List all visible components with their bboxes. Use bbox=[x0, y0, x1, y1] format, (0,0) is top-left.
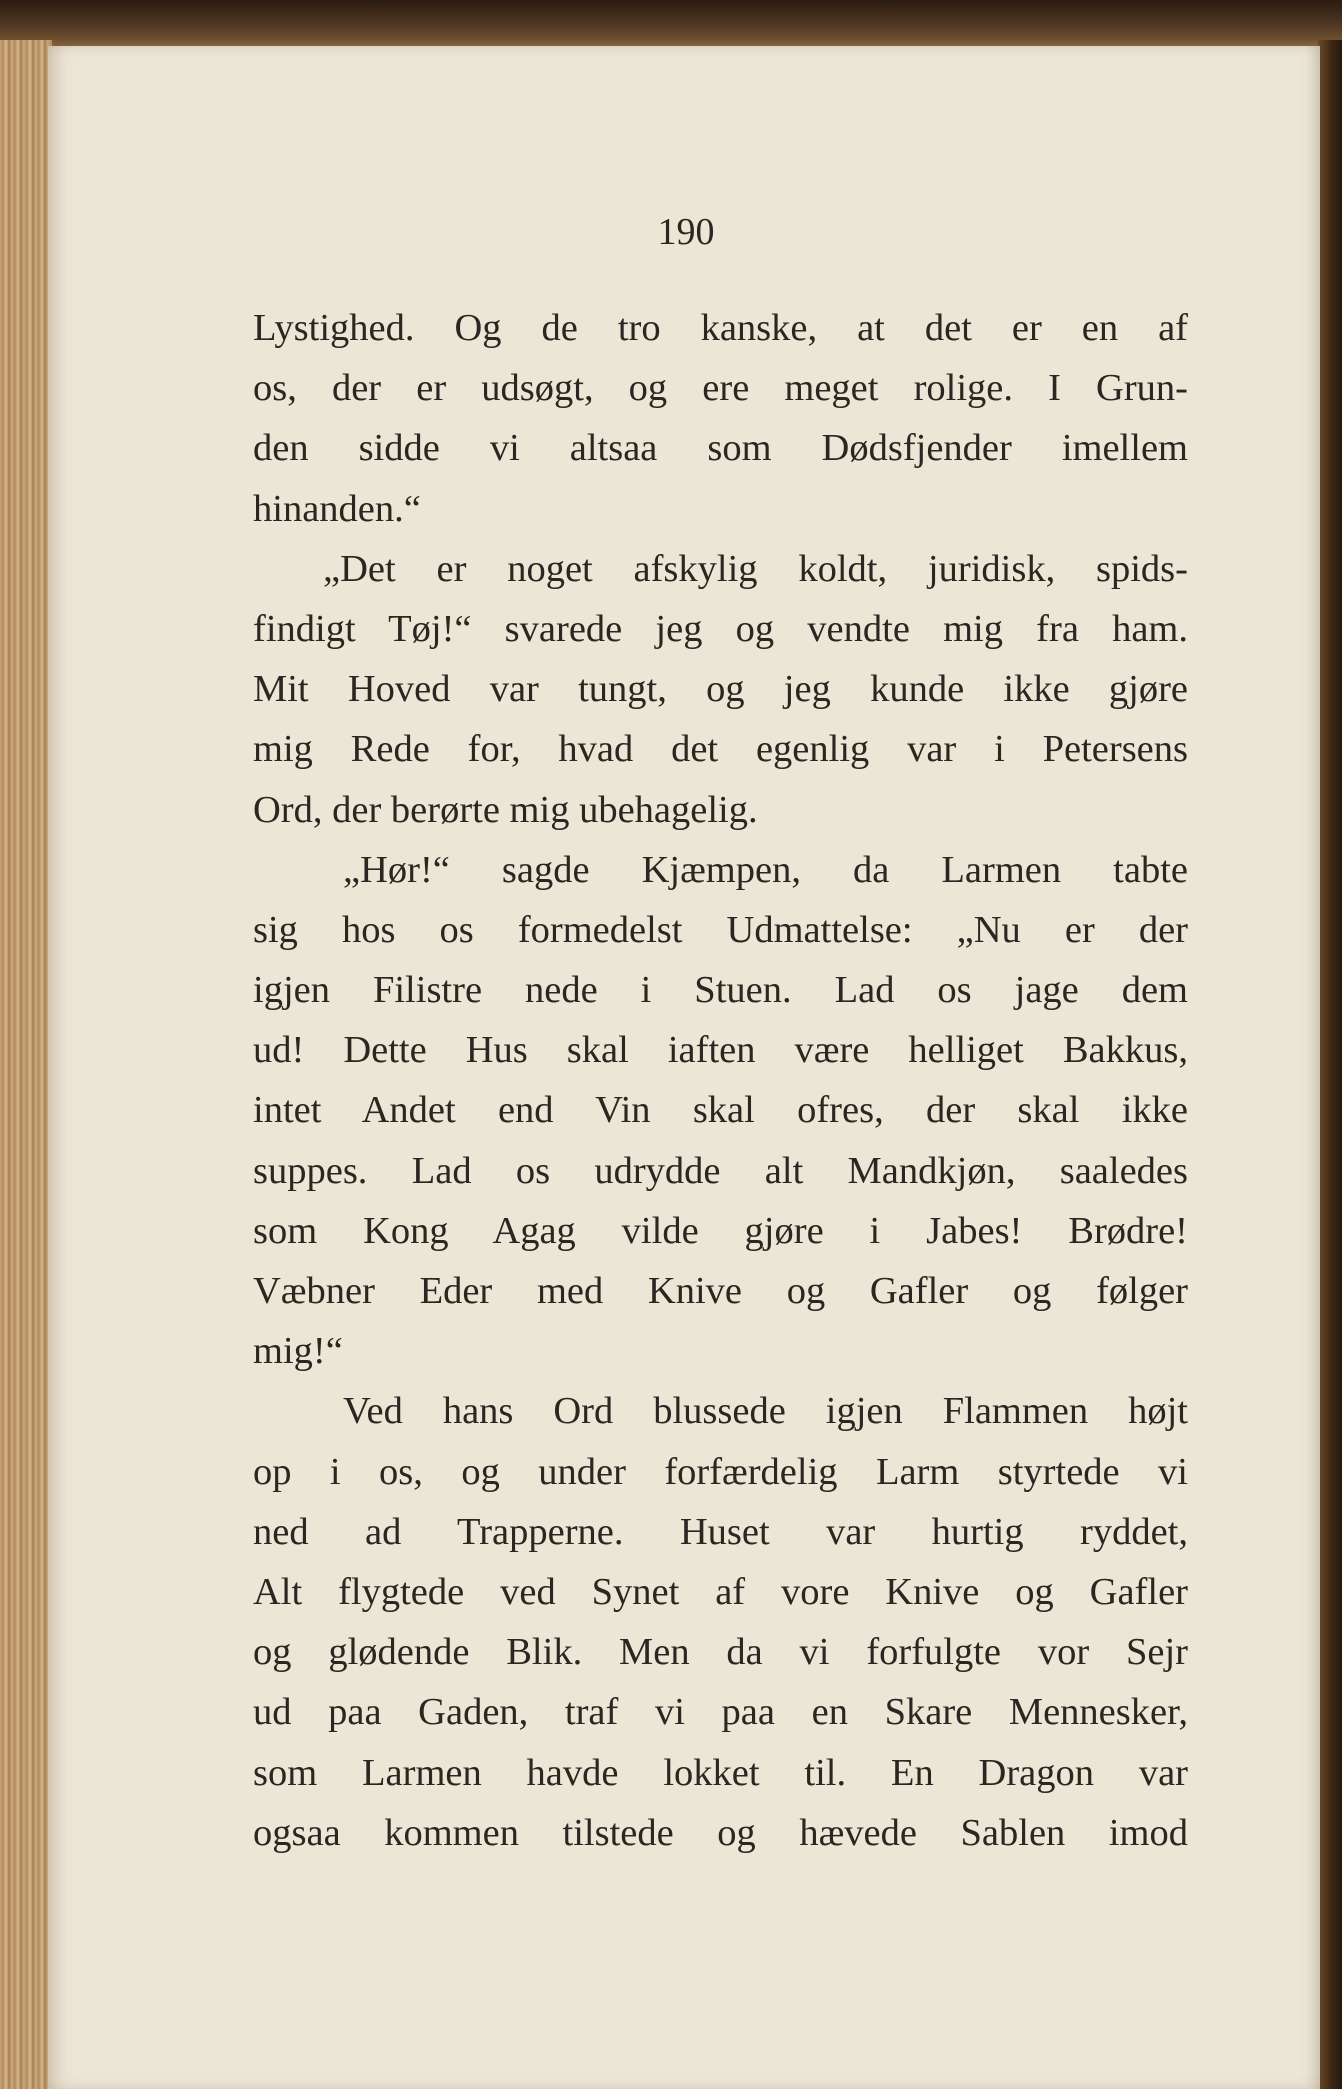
text-line: igjen Filistre nede i Stuen. Lad os jage dem bbox=[253, 969, 1188, 1012]
text-line: Ved hans Ord blussede igjen Flammen højt bbox=[343, 1390, 1188, 1433]
text-line: ud paa Gaden, traf vi paa en Skare Mennesker, bbox=[253, 1691, 1188, 1734]
text-line: suppes. Lad os udrydde alt Mandkjøn, saaledes bbox=[253, 1149, 1188, 1192]
text-line: som Kong Agag vilde gjøre i Jabes! Brødre! bbox=[253, 1209, 1188, 1252]
page-number: 190 bbox=[657, 211, 715, 253]
text-line: „Hør!“ sagde Kjæmpen, da Larmen tabte bbox=[343, 848, 1188, 891]
text-line: hinanden.“ bbox=[253, 487, 421, 530]
text-line: sig hos os formedelst Udmattelse: „Nu er der bbox=[253, 908, 1188, 951]
book-top-edge bbox=[0, 0, 1342, 48]
text-line: mig!“ bbox=[253, 1330, 343, 1373]
text-line: den sidde vi altsaa som Dødsfjender imellem bbox=[253, 427, 1188, 470]
body-text bbox=[253, 298, 1188, 1863]
page-edges bbox=[0, 40, 52, 2089]
text-line: Alt flygtede ved Synet af vore Knive og Gafler bbox=[253, 1570, 1188, 1613]
text-line: og glødende Blik. Men da vi forfulgte vor Sejr bbox=[253, 1631, 1188, 1674]
text-line: findigt Tøj!“ svarede jeg og vendte mig fra ham. bbox=[253, 607, 1188, 650]
text-line: „Det er noget afskylig koldt, juridisk, spids- bbox=[323, 547, 1188, 590]
text-line: som Larmen havde lokket til. En Dragon var bbox=[253, 1751, 1188, 1794]
text-line: ud! Dette Hus skal iaften være helliget Bakkus, bbox=[253, 1029, 1188, 1072]
text-line: Lystighed. Og de tro kanske, at det er en af bbox=[253, 307, 1188, 349]
text-line: intet Andet end Vin skal ofres, der skal ikke bbox=[253, 1089, 1188, 1132]
text-line: Væbner Eder med Knive og Gafler og følger bbox=[253, 1270, 1188, 1312]
text-line: Ord, der berørte mig ubehagelig. bbox=[253, 788, 758, 831]
text-line: ogsaa kommen tilstede og hævede Sablen imod bbox=[253, 1811, 1188, 1854]
text-line: ned ad Trapperne. Huset var hurtig ryddet, bbox=[253, 1510, 1188, 1553]
text-line: mig Rede for, hvad det egenlig var i Petersens bbox=[253, 728, 1188, 771]
text-line: os, der er udsøgt, og ere meget rolige. I Grun- bbox=[253, 367, 1188, 410]
text-line: op i os, og under forfærdelig Larm styrtede vi bbox=[253, 1450, 1188, 1493]
text-line: Mit Hoved var tungt, og jeg kunde ikke gjøre bbox=[253, 668, 1188, 711]
book-spine-shadow bbox=[1318, 40, 1342, 2089]
